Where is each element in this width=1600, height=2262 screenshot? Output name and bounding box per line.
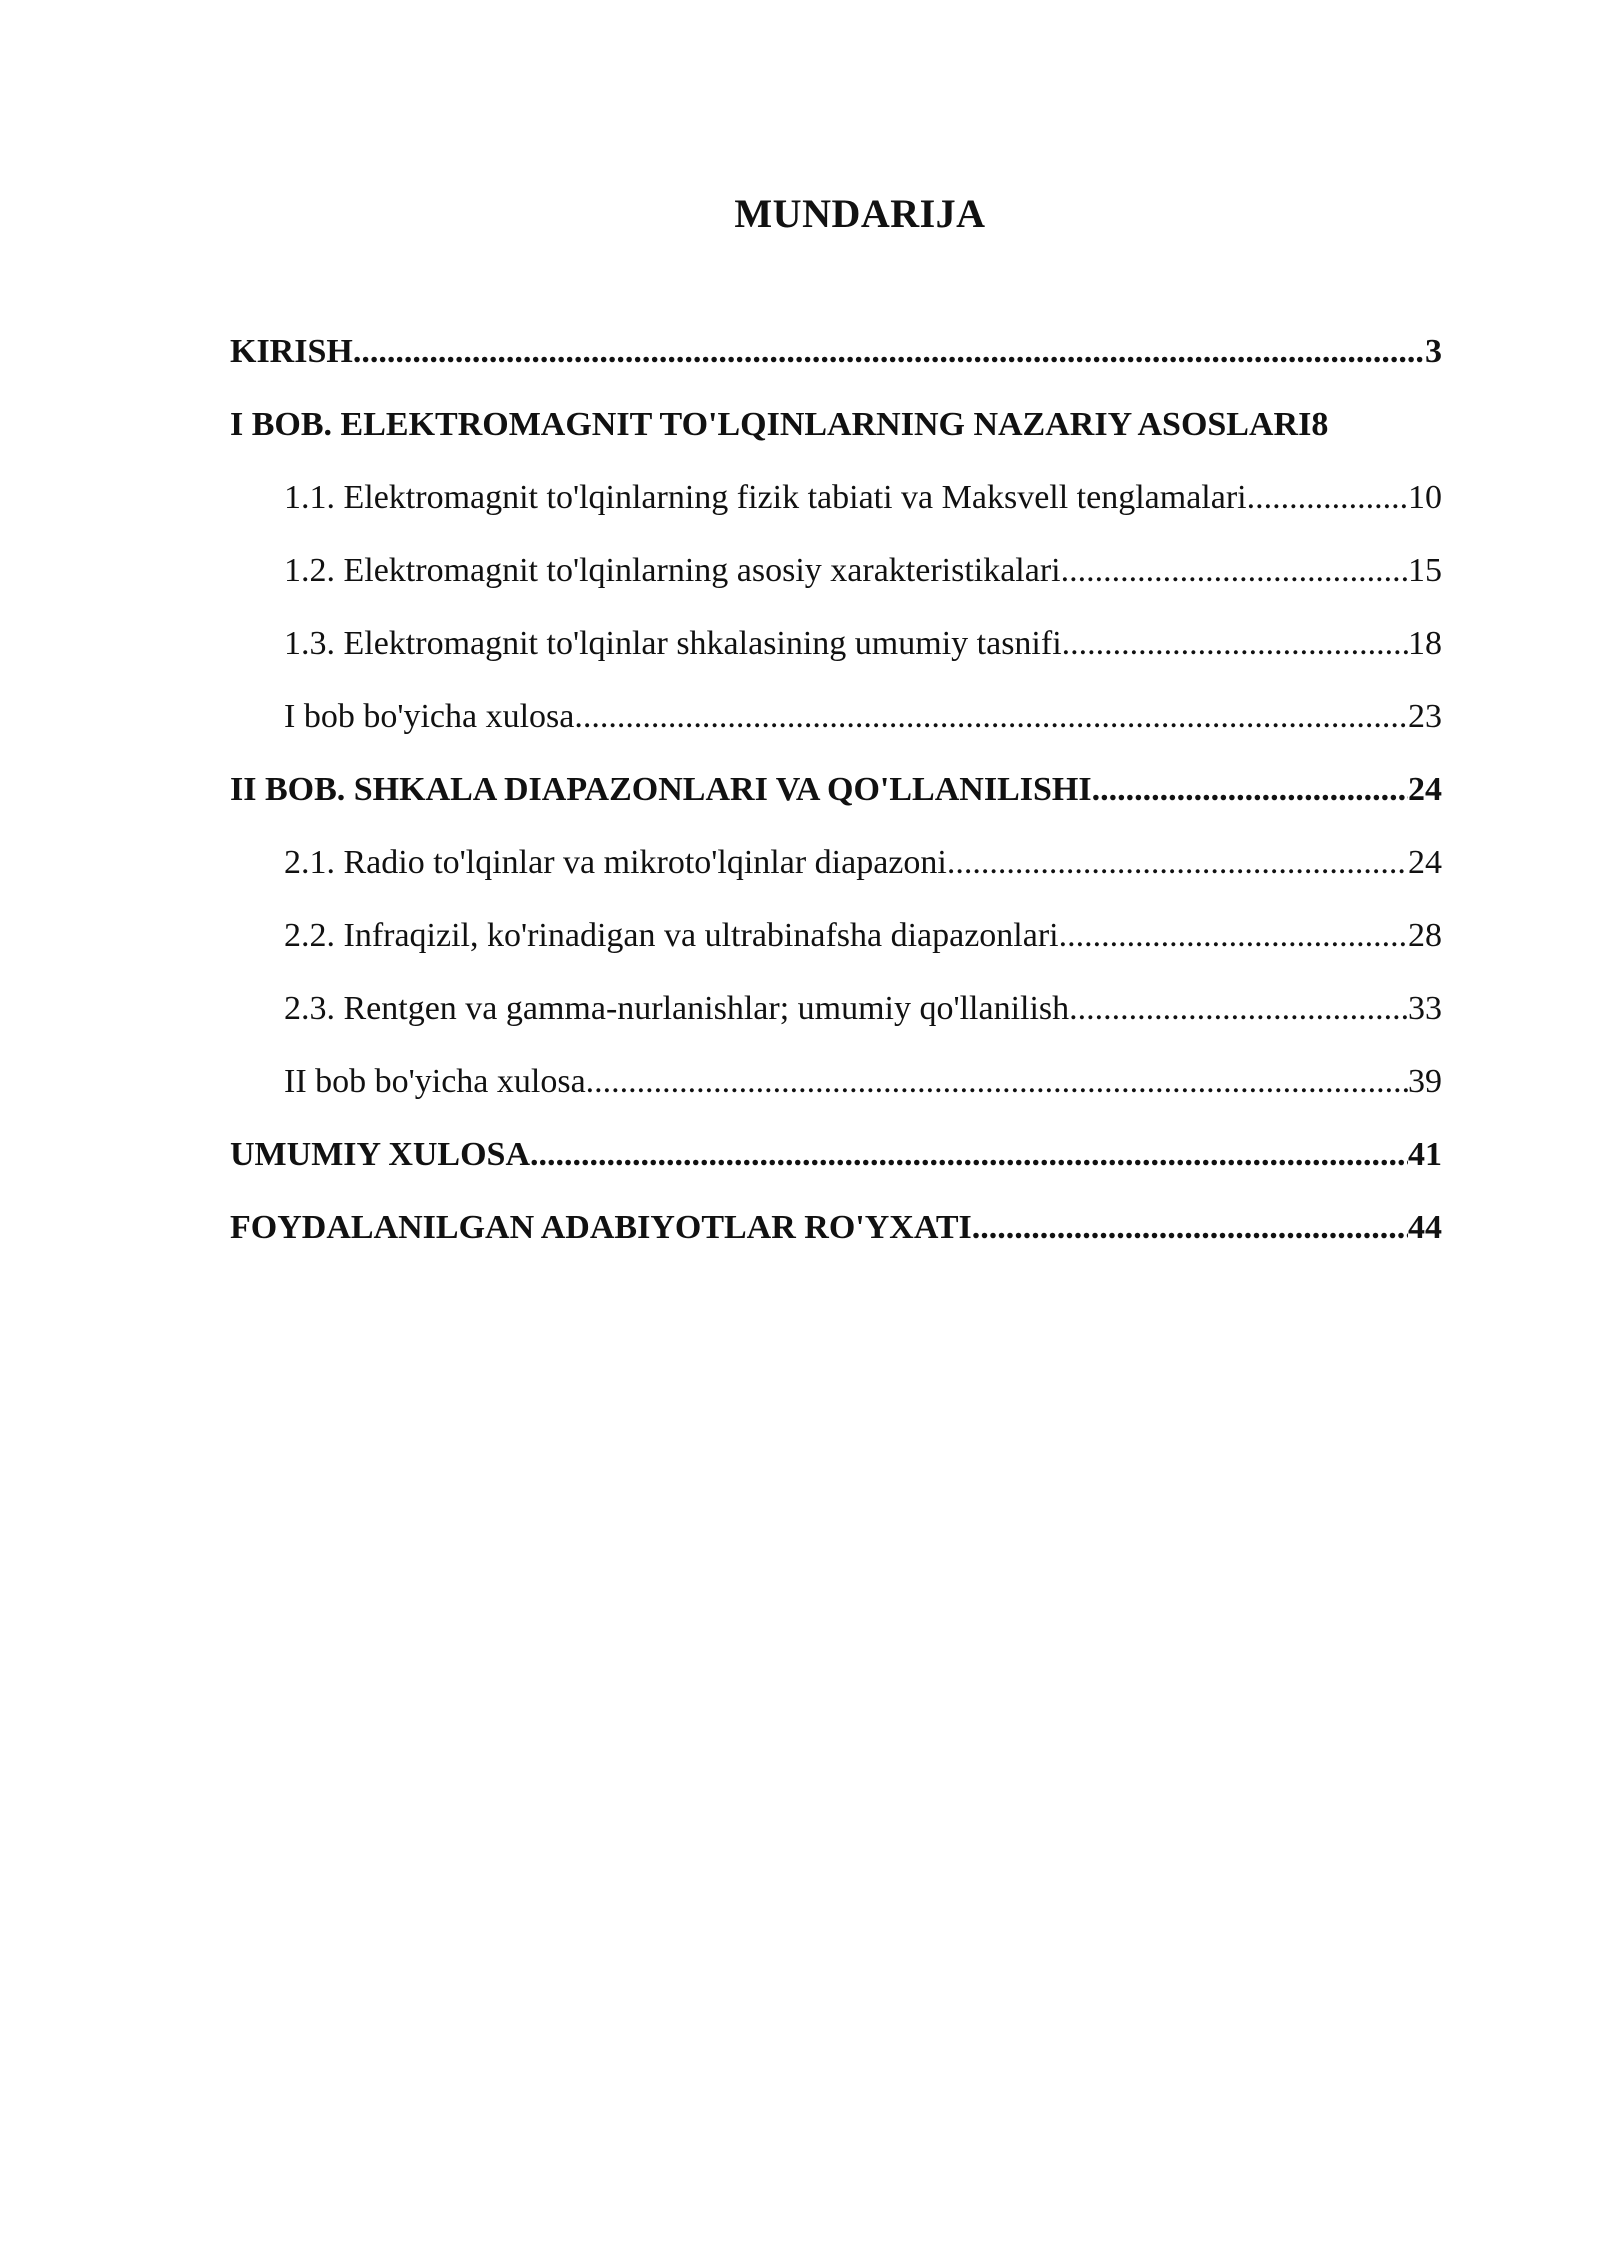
toc-page-number: 39 <box>1408 1062 1442 1100</box>
toc-entry-section-2-3[interactable] <box>230 972 1442 1045</box>
toc-page-number: 28 <box>1408 916 1442 954</box>
table-of-contents <box>230 315 1442 1264</box>
toc-entry-chapter-1-conclusion[interactable] <box>230 680 1442 753</box>
toc-entry-label: II bob bo'yicha xulosa <box>284 1062 586 1100</box>
toc-leader-dots <box>947 844 1408 882</box>
toc-leader-dots <box>530 1136 1408 1174</box>
toc-page-number: 24 <box>1408 770 1442 808</box>
toc-page-number: 18 <box>1408 624 1442 662</box>
toc-entry-label: 1.2. Elektromagnit to'lqinlarning asosiy xarakteristikalari <box>284 551 1061 589</box>
toc-entry-label: FOYDALANILGAN ADABIYOTLAR RO'YXATI <box>230 1208 972 1246</box>
toc-entry-references[interactable] <box>230 1191 1442 1264</box>
toc-leader-dots <box>972 1209 1408 1247</box>
toc-entry-section-1-2[interactable] <box>230 534 1442 607</box>
toc-page-number: 33 <box>1408 989 1442 1027</box>
toc-leader-dots <box>1092 771 1408 809</box>
toc-page-number: 3 <box>1425 332 1442 370</box>
toc-page-number: 41 <box>1408 1135 1442 1173</box>
toc-leader-dots <box>1059 917 1408 955</box>
toc-page-number: 10 <box>1408 478 1442 516</box>
toc-page-number: 8 <box>1311 405 1329 443</box>
toc-entry-label: 2.2. Infraqizil, ko'rinadigan va ultrabinafsha diapazonlari <box>284 916 1059 954</box>
toc-leader-dots <box>574 698 1408 736</box>
toc-entry-label: 2.3. Rentgen va gamma-nurlanishlar; umumiy qo'llanilish <box>284 989 1070 1027</box>
toc-page-number: 15 <box>1408 551 1442 589</box>
toc-entry-label: 2.1. Radio to'lqinlar va mikroto'lqinlar diapazoni <box>284 843 947 881</box>
toc-entry-label: UMUMIY XULOSA <box>230 1135 531 1173</box>
toc-leader-dots <box>586 1063 1408 1101</box>
toc-entry-label: I bob bo'yicha xulosa <box>284 697 575 735</box>
toc-entry-label: 1.1. Elektromagnit to'lqinlarning fizik tabiati va Maksvell tenglamalari <box>284 478 1247 516</box>
toc-leader-dots <box>1061 552 1408 590</box>
toc-leader-dots <box>1062 625 1408 663</box>
toc-entry-label: II BOB. SHKALA DIAPAZONLARI VA QO'LLANILISHI <box>230 770 1092 808</box>
page-title: MUNDARIJA <box>734 191 986 236</box>
toc-page-number: 23 <box>1408 697 1442 735</box>
toc-entry-section-1-1[interactable] <box>230 461 1442 534</box>
toc-entry-kirish[interactable] <box>230 315 1442 388</box>
toc-entry-general-conclusion[interactable] <box>230 1118 1442 1191</box>
toc-leader-dots <box>1069 990 1408 1028</box>
toc-entry-section-2-2[interactable] <box>230 899 1442 972</box>
toc-entry-chapter-1[interactable] <box>230 388 1442 461</box>
toc-entry-label: KIRISH <box>230 332 353 370</box>
toc-page-number: 24 <box>1408 843 1442 881</box>
toc-entry-chapter-2[interactable] <box>230 753 1442 826</box>
toc-page-number: 44 <box>1408 1208 1442 1246</box>
toc-entry-chapter-2-conclusion[interactable] <box>230 1045 1442 1118</box>
toc-entry-section-1-3[interactable] <box>230 607 1442 680</box>
toc-leader-dots <box>353 333 1425 371</box>
toc-entry-label: I BOB. ELEKTROMAGNIT TO'LQINLARNING NAZARIY ASOSLARI <box>230 405 1312 443</box>
toc-entry-label: 1.3. Elektromagnit to'lqinlar shkalasining umumiy tasnifi <box>284 624 1062 662</box>
toc-leader-dots <box>1247 479 1408 517</box>
toc-entry-section-2-1[interactable] <box>230 826 1442 899</box>
